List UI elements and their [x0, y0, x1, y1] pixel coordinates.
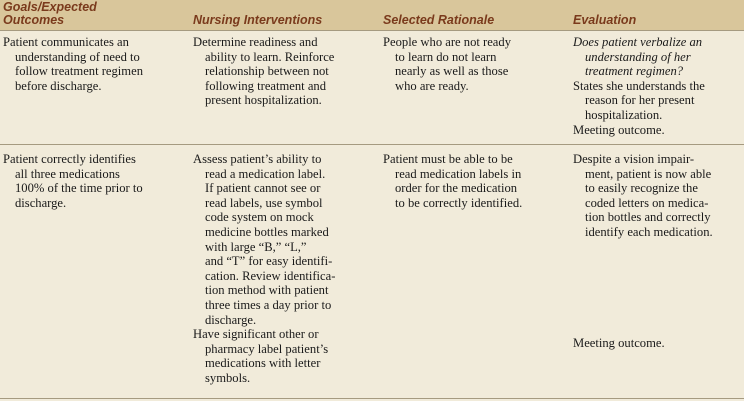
row2-evaluation: Despite a vision impair- ment, patient is now able to easily recognize the coded letters on medica- tion bottles and correctly identify each medication. [573, 152, 713, 239]
row2-rationale: Patient must be able to be read medication labels in order for the medication to be correctly identified. [383, 152, 523, 210]
header-interventions: Nursing Interventions [193, 13, 323, 27]
row2-goal: Patient correctly identifies all three medications 100% of the time prior to discharge. [3, 152, 143, 210]
header-goals: Goals/Expected Outcomes [3, 0, 97, 27]
row2-intervention: Assess patient’s ability to read a medication label. If patient cannot see or read labels, use symbol code system on mock medicine bottles marked with large “B,” “L,” and “T” for easy identifi- cation. Review identifica- tion method with patient three times a day prior to discharge. Have significant other or pharmacy label patient’s medications with letter symbols. [193, 152, 336, 385]
row1-evaluation: Does patient verbalize an understanding of her treatment regimen? States she understands the reason for her present hospitalization. Meeting outcome. [573, 35, 705, 137]
header-divider [0, 30, 744, 31]
row2-outcome: Meeting outcome. [573, 336, 665, 350]
row1-goal: Patient communicates an understanding of need to follow treatment regimen before discharge. [3, 35, 143, 93]
row1-outcome: Meeting outcome. [573, 122, 665, 137]
row-divider [0, 144, 744, 145]
row1-rationale: People who are not ready to learn do not learn nearly as well as those who are ready. [383, 35, 511, 93]
header-rationale: Selected Rationale [383, 13, 495, 27]
bottom-rule [0, 398, 744, 399]
row1-intervention: Determine readiness and ability to learn. Reinforce relationship between not following treatment and present hospitalization. [193, 35, 335, 108]
header-evaluation: Evaluation [573, 13, 637, 27]
